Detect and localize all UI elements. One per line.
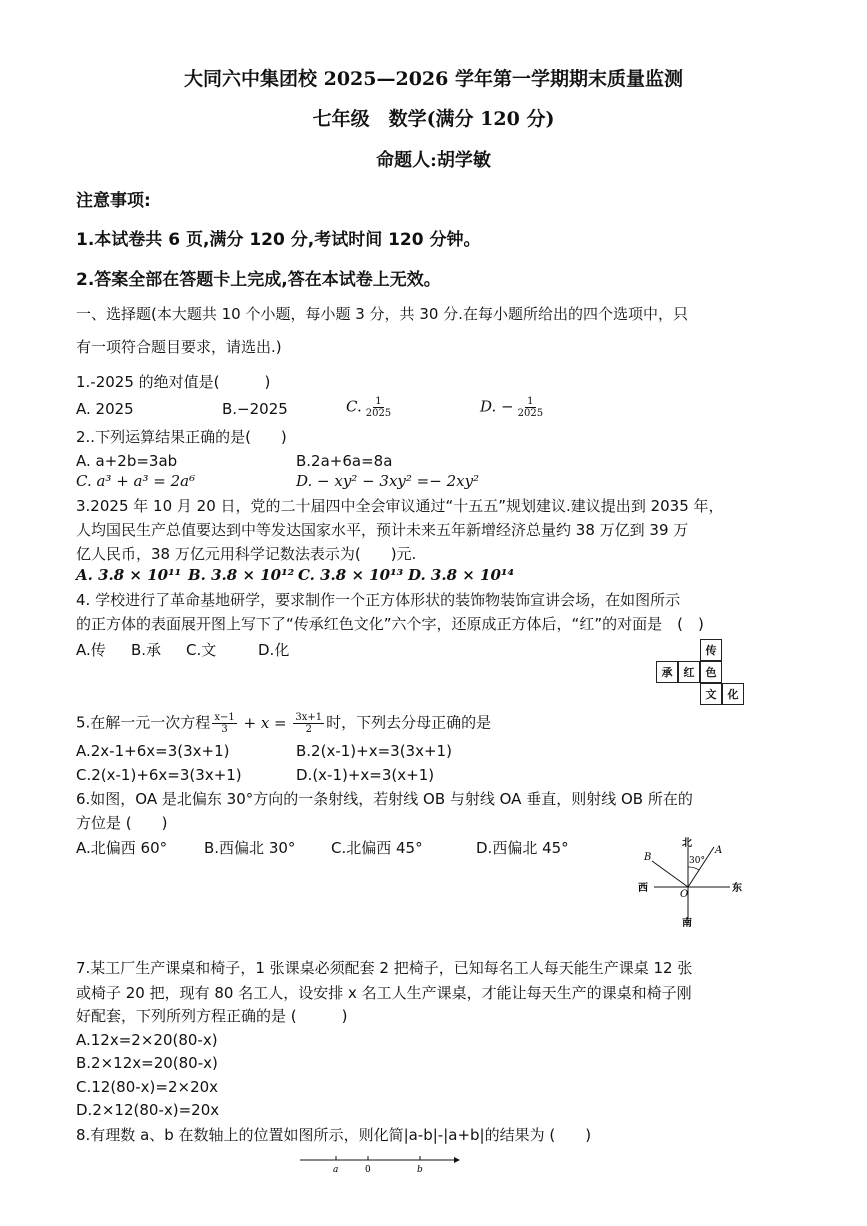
label-a: A (715, 845, 723, 856)
q5-option-d: D.(x-1)+x=3(x+1) (296, 766, 435, 784)
notice-heading: 注意事项: (76, 191, 151, 211)
q5-frac2-denominator: 2 (305, 724, 312, 735)
q7-line3: 好配套，下列所列方程正确的是 ( ) (76, 1007, 348, 1025)
exam-title: 大同六中集团校 2025—2026 学年第一学期期末质量监测 (184, 68, 683, 90)
q1-option-c-fraction (364, 396, 393, 419)
label-angle: 30° (689, 856, 705, 866)
number-line-figure (296, 1150, 462, 1178)
q5-stem-pre: 5.在解一元一次方程 (76, 713, 211, 732)
q4-option-b: B.承 (131, 641, 162, 659)
q5-stem-post: 时，下列去分母正确的是 (326, 713, 492, 732)
q4-option-a: A.传 (76, 641, 106, 659)
q1-option-b: B.−2025 (222, 400, 288, 418)
q3-line1: 3.2025 年 10 月 20 日，党的二十届四中全会审议通过“十五五”规划建议.建议提出到 2035 年， (76, 497, 724, 515)
q7-line2: 或椅子 20 把，现有 80 名工人，设安排 x 名工人生产课桌，才能让每天生产的课桌和椅子刚 (76, 984, 692, 1002)
q7-line1: 7.某工厂生产课桌和椅子，1 张课桌必须配套 2 把椅子，已知每名工人每天能生产课桌 12 张 (76, 959, 693, 977)
q7-option-c: C.12(80-x)=2×20x (76, 1078, 219, 1096)
q1-option-d-label: D. − (480, 397, 514, 416)
q1-d-denominator: 2025 (517, 408, 544, 419)
q1-option-d-fraction (516, 396, 545, 419)
cube-net-figure (656, 639, 746, 707)
q5-frac1-numerator: x−1 (214, 712, 235, 723)
q2-option-c: C. a³ + a³ = 2a⁶ (76, 472, 196, 490)
q1-c-denominator: 2025 (365, 408, 392, 419)
q1-option-d (480, 396, 547, 419)
net-cell-chuan: 传 (700, 639, 722, 661)
section1-line2: 有一项符合题目要求，请选出.) (76, 338, 282, 356)
q3-line2: 人均国民生产总值要达到中等发达国家水平，预计未来五年新增经济总量约 38 万亿到 39 万 (76, 521, 689, 539)
q5-stem (76, 712, 491, 735)
q6-option-a: A.北偏西 60° (76, 839, 168, 857)
q5-option-c: C.2(x-1)+6x=3(3x+1) (76, 766, 242, 784)
number-line-arrow (454, 1157, 460, 1163)
q1-c-numerator: 1 (375, 396, 382, 407)
q6-option-d: D.西偏北 45° (476, 839, 569, 857)
label-east: 东 (732, 883, 742, 894)
q5-option-b: B.2(x-1)+x=3(3x+1) (296, 742, 452, 760)
q5-stem-mid: + x = (243, 713, 287, 732)
q1-option-a: A. 2025 (76, 400, 134, 418)
q1-option-c (346, 396, 395, 419)
q3-option-c: C. 3.8 × 10¹³ (298, 566, 404, 584)
q4-option-d: D.化 (258, 641, 290, 659)
q1-stem: 1.-2025 的绝对值是( ) (76, 373, 271, 391)
q6-line1: 6.如图，OA 是北偏东 30°方向的一条射线，若射线 OB 与射线 OA 垂直，则射线 OB 所在的 (76, 790, 693, 808)
label-a-point: a (333, 1165, 339, 1175)
notice-item-1: 1.本试卷共 6 页,满分 120 分,考试时间 120 分钟。 (76, 230, 481, 250)
label-o: O (680, 889, 689, 900)
q4-option-c: C.文 (186, 641, 217, 659)
label-zero: 0 (365, 1165, 371, 1175)
net-cell-cheng: 承 (656, 661, 678, 683)
q2-stem: 2..下列运算结果正确的是( ) (76, 428, 287, 446)
net-cell-hong: 红 (678, 661, 700, 683)
q6-line2: 方位是 ( ) (76, 814, 168, 832)
q8-stem: 8.有理数 a、b 在数轴上的位置如图所示，则化简|a-b|-|a+b|的结果为 ( ) (76, 1126, 592, 1144)
q5-fraction-1 (212, 712, 236, 735)
exam-author: 命题人:胡学敏 (376, 150, 491, 171)
q6-option-c: C.北偏西 45° (331, 839, 423, 857)
label-north: 北 (682, 838, 692, 849)
q7-option-b: B.2×12x=20(80-x) (76, 1054, 218, 1072)
q3-option-a: A. 3.8 × 10¹¹ (76, 566, 182, 584)
q5-frac2-numerator: 3x+1 (295, 712, 323, 723)
q6-option-b: B.西偏北 30° (204, 839, 296, 857)
q2-option-b: B.2a+6a=8a (296, 452, 393, 470)
q3-option-b: B. 3.8 × 10¹² (188, 566, 295, 584)
net-cell-se: 色 (700, 661, 722, 683)
ray-ob (652, 861, 688, 887)
q3-option-d: D. 3.8 × 10¹⁴ (408, 566, 515, 584)
exam-subtitle: 七年级 数学(满分 120 分) (312, 108, 555, 130)
angle-arc (688, 867, 699, 870)
net-cell-hua: 化 (722, 683, 744, 705)
q5-fraction-2 (293, 712, 324, 735)
q1-d-numerator: 1 (527, 396, 534, 407)
label-south: 南 (682, 918, 692, 927)
label-b-point: b (417, 1165, 423, 1175)
label-b: B (644, 852, 652, 863)
section1-line1: 一、选择题(本大题共 10 个小题，每小题 3 分，共 30 分.在每小题所给出的四个选项中，只 (76, 305, 688, 323)
q7-option-d: D.2×12(80-x)=20x (76, 1101, 220, 1119)
q5-frac1-denominator: 3 (221, 724, 228, 735)
q4-line2: 的正方体的表面展开图上写下了“传承红色文化”六个字，还原成正方体后，“红”的对面是 ( ) (76, 615, 704, 633)
q4-line1: 4. 学校进行了革命基地研学，要求制作一个正方体形状的装饰物装饰宣讲会场，在如图所示 (76, 591, 681, 609)
q2-option-d: D. − xy² − 3xy² =− 2xy² (296, 472, 480, 490)
notice-item-2: 2.答案全部在答题卡上完成,答在本试卷上无效。 (76, 270, 441, 290)
q2-option-a: A. a+2b=3ab (76, 452, 178, 470)
q5-option-a: A.2x-1+6x=3(3x+1) (76, 742, 230, 760)
compass-figure (630, 835, 750, 927)
label-west: 西 (638, 883, 648, 894)
q1-option-c-label: C. (346, 397, 362, 416)
q7-option-a: A.12x=2×20(80-x) (76, 1031, 218, 1049)
net-cell-wen: 文 (700, 683, 722, 705)
q3-line3: 亿人民币，38 万亿元用科学记数法表示为( )元. (76, 545, 417, 563)
